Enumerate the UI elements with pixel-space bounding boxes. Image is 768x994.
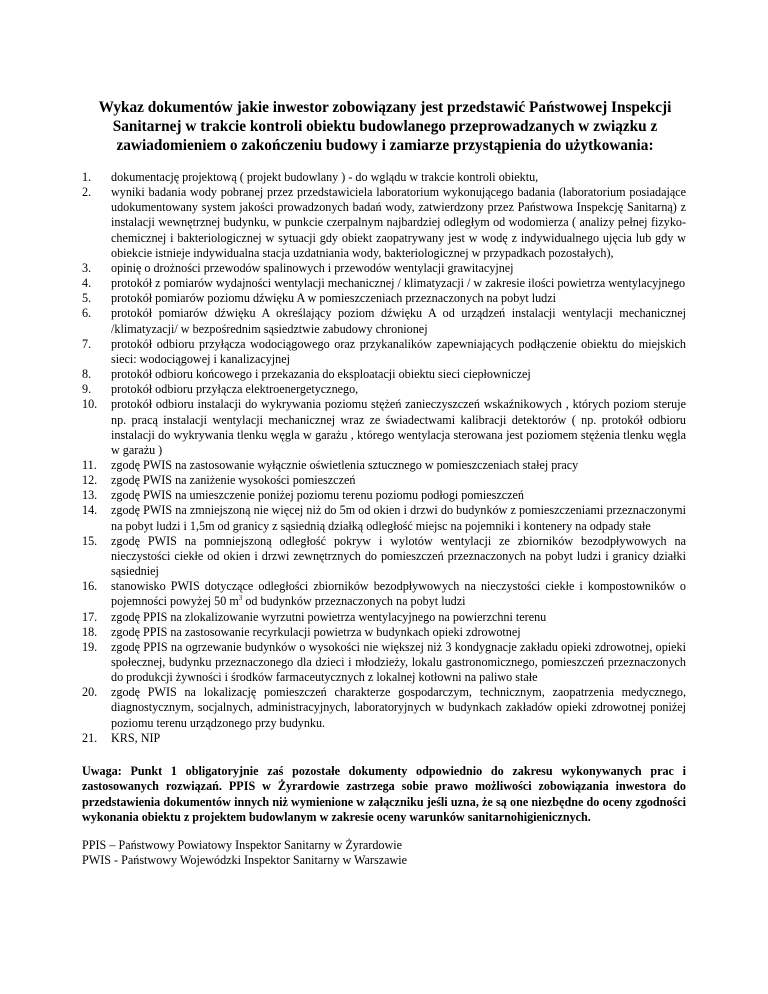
legend-line-pwis: PWIS - Państwowy Wojewódzki Inspektor Sanitarny w Warszawie [82, 853, 407, 868]
list-item [82, 625, 686, 640]
list-item-text: zgodę PWIS na lokalizację pomieszczeń charakterze gospodarczym, technicznym, zaopatrzenia medycznego, diagnostycznym, socjalnych, administracyjnych, laboratoryjnych w budynkach zakładów opieki zdrowotnej poniżej poziomu terenu urządzonego przy budynku. [111, 685, 686, 730]
list-item [82, 473, 686, 488]
list-item-number: 20. [82, 685, 98, 700]
list-item-text: wyniki badania wody pobranej przez przedstawiciela laboratorium wykonującego badania (laboratorium posiadające udokumentowany system jakości prowadzonych badań wody, zatwierdzony przez Państwowa Inspekcję Sanitarną) z instalacji wewnętrznej budynku, w punkcie czerpalnym najbardziej odległym od wodomierza ( analizy pełnej fizyko-chemicznej i bakteriologicznej w sytuacji gdy obiekt zaopatrywany jest w wodę z indywidualnego ujęcia lub gdy w obiekcie istnieje indywidualna stacja uzdatniania wody, bakteriologicznej w przypadkach pozostałych), [111, 185, 686, 260]
list-item-number: 8. [82, 367, 92, 382]
list-item-number: 14. [82, 503, 98, 518]
list-item [82, 534, 686, 579]
list-item [82, 685, 686, 730]
list-item [82, 337, 686, 367]
list-item [82, 640, 686, 685]
list-item-text: protokół odbioru końcowego i przekazania do eksploatacji obiektu sieci ciepłowniczej [111, 367, 531, 382]
list-item-number: 13. [82, 488, 98, 503]
list-item [82, 170, 686, 185]
list-item-number: 17. [82, 609, 98, 624]
documents-list [82, 170, 686, 746]
list-item-text: protokół pomiarów poziomu dźwięku A w pomieszczeniach przeznaczonych na pobyt ludzi [111, 291, 557, 306]
list-item [82, 276, 686, 291]
list-item-number: 10. [82, 397, 98, 412]
list-item-text: protokół odbioru przyłącza elektroenergetycznego, [111, 382, 359, 397]
list-item-number: 15. [82, 533, 98, 548]
list-item-text: protokół odbioru przyłącza wodociągowego oraz przykanalików zapewniających podłączenie obiektu do miejskich sieci: wodociągowej i kanalizacyjnej [111, 336, 686, 366]
list-item-number: 12. [82, 473, 98, 488]
list-item-text: zgodę PPIS na ogrzewanie budynków o wysokości nie większej niż 3 kondygnacje zakładu opieki zdrowotnej, opieki społecznej, budynku przeznaczonego dla dzieci i młodzieży, lokalu gastronomicznego, pomieszczeń przeznaczonych do produkcji żywności i środków farmaceutycznych z lokalnej kotłowni na paliwo stałe [111, 639, 686, 685]
list-item-text-before: stanowisko PWIS dotyczące odległości zbiorników bezodpływowych na nieczystości ciekłe i kompostowników o pojemności powyżej 50 m [111, 579, 686, 609]
abbreviations-legend [82, 838, 686, 869]
superscript-cubic: 3 [238, 594, 243, 603]
list-item-text: zgodę PPIS na zastosowanie recyrkulacji powietrza w budynkach opieki zdrowotnej [111, 624, 521, 639]
list-item-text: zgodę PWIS na zmniejszoną nie więcej niż do 5m od okien i drzwi do budynków z pomieszczeniami przeznaczonymi na pobyt ludzi i 1,5m od granicy z sąsiednią działką odległość miejsc na pojemniki i kontenery na odpady stałe [111, 503, 686, 533]
list-item-text: protokół pomiarów dźwięku A określający poziom dźwięku A od urządzeń instalacji wentylacji mechanicznej /klimatyzacji/ w bezpośrednim sąsiedztwie zabudowy chronionej [111, 306, 686, 336]
list-item-number: 1. [82, 170, 92, 184]
list-item-number: 2. [82, 185, 92, 200]
list-item [82, 458, 686, 473]
list-item [82, 185, 686, 261]
list-item-number: 18. [82, 624, 98, 639]
list-item-number: 19. [82, 639, 98, 654]
list-item-number: 21. [82, 730, 98, 745]
list-item-number: 7. [82, 336, 92, 351]
list-item-number: 6. [82, 306, 92, 321]
list-item-number: 11. [82, 457, 97, 472]
list-item-text: protokół odbioru instalacji do wykrywania poziomu stężeń zanieczyszczeń wskaźnikowych , których poziom steruje np. pracą instalacji wentylacji mechanicznej wraz ze świadectwami kalibracji detektorów ( np. protokół odbioru instalacji do wykrywania tlenku węgla w garażu , którego wentylacja sterowana jest poziomem stężenia tlenku węgla w garażu ) [111, 397, 686, 457]
list-item [82, 579, 686, 609]
list-item [82, 488, 686, 503]
list-item-text: opinię o drożności przewodów spalinowych i przewodów wentylacji grawitacyjnej [111, 260, 514, 275]
list-item [82, 261, 686, 276]
list-item-text: zgodę PWIS na zaniżenie wysokości pomieszczeń [111, 473, 356, 488]
list-item-text: dokumentację projektową ( projekt budowlany ) - do wglądu w trakcie kontroli obiektu, [111, 170, 539, 184]
list-item-number: 9. [82, 382, 92, 397]
list-item-text: protokół z pomiarów wydajności wentylacji mechanicznej / klimatyzacji / w zakresie ilości powietrza wentylacyjnego [111, 276, 686, 291]
list-item-text: KRS, NIP [111, 730, 161, 745]
list-item-number: 4. [82, 276, 92, 291]
list-item [82, 306, 686, 336]
list-item [82, 610, 686, 625]
list-item-text: zgodę PWIS na zastosowanie wyłącznie oświetlenia sztucznego w pomieszczeniach stałej pracy [111, 457, 579, 472]
list-item [82, 382, 686, 397]
note-paragraph: Uwaga: Punkt 1 obligatoryjnie zaś pozostałe dokumenty odpowiednio do zakresu wykonywanych prac i zastosowanych rozwiązań. PPIS w Żyrardowie zastrzega sobie prawo możliwości zobowiązania inwestora do przedstawienia dokumentów innych niż wymienione w załączniku jeśli uzna, że są one niezbędne do oceny zgodności wykonania obiektu z projektem budowlanym w zakresie oceny warunków sanitarnohigienicznych. [82, 764, 686, 825]
document-title: Wykaz dokumentów jakie inwestor zobowiązany jest przedstawić Państwowej Inspekcji Sanitarnej w trakcie kontroli obiektu budowlanego przeprowadzanych w związku z zawiadomieniem o zakończeniu budowy i zamiarze przystąpienia do użytkowania: [98, 99, 672, 154]
list-item-text: zgodę PPIS na zlokalizowanie wyrzutni powietrza wentylacyjnego na powierzchni terenu [111, 609, 547, 624]
list-item [82, 367, 686, 382]
legend-line-ppis: PPIS – Państwowy Powiatowy Inspektor Sanitarny w Żyrardowie [82, 838, 403, 852]
list-item-number: 5. [82, 291, 92, 306]
list-item-text: zgodę PWIS na pomniejszoną odległość pokryw i wylotów wentylacji ze zbiorników bezodpływowych na nieczystości ciekłe od okien i drzwi zewnętrznych do pomieszczeń przeznaczonych na pobyt ludzi i granicy działki sąsiedniej [111, 533, 686, 579]
list-item-number: 3. [82, 260, 92, 275]
list-item-text: zgodę PWIS na umieszczenie poniżej poziomu terenu poziomu podłogi pomieszczeń [111, 488, 524, 503]
list-item [82, 397, 686, 458]
list-item-number: 16. [82, 579, 98, 594]
list-item [82, 731, 686, 746]
list-item-text-after: od budynków przeznaczonych na pobyt ludzi [242, 594, 466, 609]
list-item [82, 503, 686, 533]
list-item [82, 291, 686, 306]
